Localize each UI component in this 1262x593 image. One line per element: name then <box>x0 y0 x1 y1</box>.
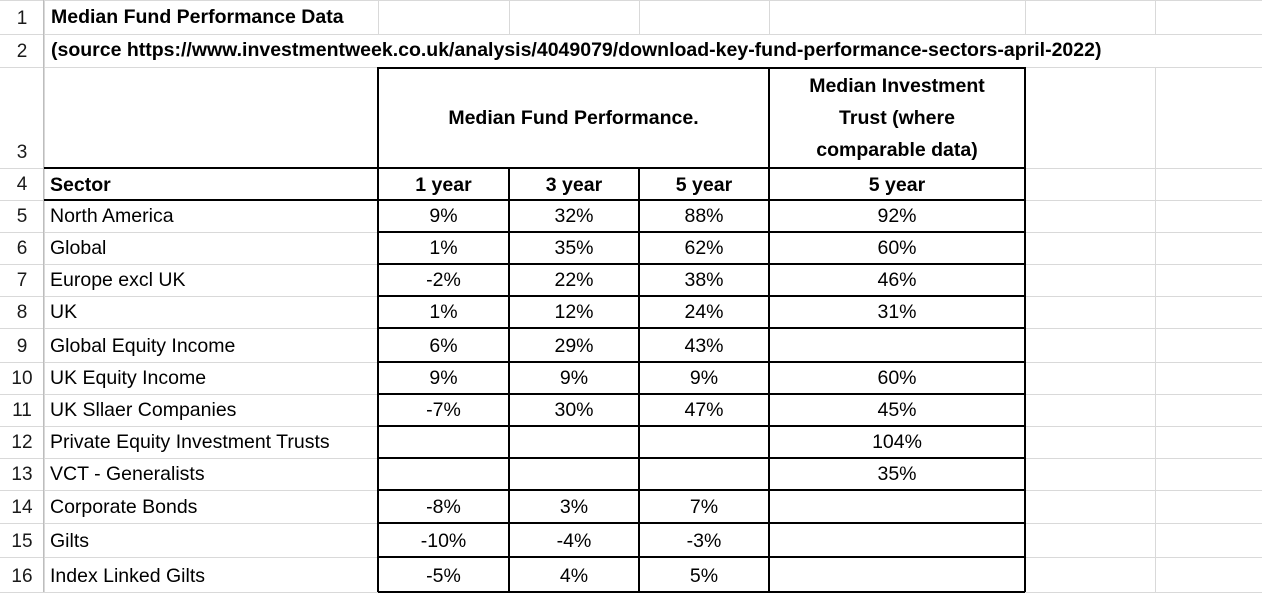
table-border-horizontal <box>44 167 378 169</box>
table-border-horizontal <box>378 457 1025 459</box>
header-trust-5-year: 5 year <box>868 174 926 196</box>
value-cell-trust5[interactable]: 60% <box>877 367 917 389</box>
value-cell-y3[interactable]: -4% <box>556 530 592 552</box>
value-cell-y3[interactable]: 9% <box>559 367 589 389</box>
value-cell-y3[interactable]: 35% <box>554 237 594 259</box>
row-number: 5 <box>16 206 28 227</box>
value-cell-trust5[interactable]: 31% <box>877 301 917 323</box>
value-cell-y1[interactable]: 1% <box>429 237 458 259</box>
sector-cell[interactable]: Gilts <box>50 530 89 552</box>
sector-cell[interactable]: Corporate Bonds <box>50 496 198 518</box>
table-border-horizontal <box>378 556 1025 558</box>
row-number: 10 <box>11 368 33 389</box>
value-cell-y5[interactable]: 43% <box>684 335 724 357</box>
value-cell-y3[interactable]: 32% <box>554 205 594 227</box>
value-cell-y5[interactable]: 5% <box>689 565 719 587</box>
row-number: 6 <box>16 238 28 259</box>
sector-cell[interactable]: UK <box>50 301 78 323</box>
row-number: 7 <box>16 270 28 291</box>
header-5-year: 5 year <box>675 174 733 196</box>
row-number: 4 <box>16 174 28 195</box>
value-cell-y1[interactable]: 6% <box>429 335 458 357</box>
value-cell-y1[interactable]: 9% <box>429 367 458 389</box>
value-cell-y5[interactable]: 9% <box>689 367 719 389</box>
sector-cell[interactable]: Global Equity Income <box>50 335 236 357</box>
group-header-median-fund-performance: Median Fund Performance. <box>448 106 699 129</box>
value-cell-y5[interactable]: 88% <box>684 205 724 227</box>
row-number: 13 <box>11 464 33 485</box>
table-border-horizontal <box>378 327 1025 329</box>
sector-cell[interactable]: Private Equity Investment Trusts <box>50 431 330 453</box>
row-number: 15 <box>11 531 33 552</box>
value-cell-y5[interactable]: 47% <box>684 399 724 421</box>
table-border-horizontal <box>378 393 1025 395</box>
sector-cell[interactable]: UK Equity Income <box>50 367 207 389</box>
value-cell-y3[interactable]: 12% <box>554 301 594 323</box>
value-cell-y5[interactable]: 38% <box>684 269 724 291</box>
source-note: (source https://www.investmentweek.co.uk/analysis/4049079/download-key-fund-performance-sectors-april-2022) <box>51 39 1102 61</box>
value-cell-y1[interactable]: -8% <box>426 496 461 518</box>
row-number: 9 <box>16 336 28 357</box>
row-number: 14 <box>11 497 33 518</box>
sector-cell[interactable]: UK Sllaer Companies <box>50 399 237 421</box>
row-number: 3 <box>16 142 28 163</box>
table-border-horizontal <box>378 295 1025 297</box>
table-border-horizontal <box>378 522 1025 524</box>
sector-cell[interactable]: Europe excl UK <box>50 269 186 291</box>
value-cell-y3[interactable]: 3% <box>559 496 589 518</box>
value-cell-y1[interactable]: 1% <box>429 301 458 323</box>
header-median-investment-trust: Median Investment Trust (where comparable data) <box>809 74 985 161</box>
value-cell-y1[interactable]: 9% <box>429 205 458 227</box>
sheet-title: Median Fund Performance Data <box>51 6 344 28</box>
value-cell-y5[interactable]: 7% <box>689 496 719 518</box>
header-1-year: 1 year <box>415 174 472 196</box>
value-cell-y3[interactable]: 4% <box>559 565 589 587</box>
row-number: 12 <box>11 432 33 453</box>
table-border-vertical <box>1024 67 1026 592</box>
table-border-horizontal <box>378 361 1025 363</box>
value-cell-y1[interactable]: -5% <box>426 565 461 587</box>
table-border-horizontal <box>378 263 1025 265</box>
row-number: 16 <box>11 566 33 587</box>
table-border-horizontal <box>378 489 1025 491</box>
value-cell-y3[interactable]: 30% <box>554 399 594 421</box>
header-sector: Sector <box>50 174 111 196</box>
row-number: 11 <box>12 400 32 421</box>
table-border-horizontal <box>378 231 1025 233</box>
row-number: 1 <box>16 8 28 29</box>
table-border-horizontal <box>378 425 1025 427</box>
value-cell-y1[interactable]: -2% <box>426 269 461 291</box>
gridline-horizontal <box>0 0 1262 1</box>
header-3-year: 3 year <box>545 174 603 196</box>
row-number: 2 <box>16 41 28 62</box>
value-cell-trust5[interactable]: 92% <box>877 205 917 227</box>
sector-cell[interactable]: Global <box>50 237 107 259</box>
sector-cell[interactable]: Index Linked Gilts <box>50 565 206 587</box>
value-cell-y1[interactable]: -10% <box>420 530 467 552</box>
value-cell-y3[interactable]: 22% <box>554 269 594 291</box>
value-cell-trust5[interactable]: 60% <box>877 237 917 259</box>
row-number: 8 <box>16 302 28 323</box>
value-cell-trust5[interactable]: 45% <box>877 399 917 421</box>
sector-cell[interactable]: VCT - Generalists <box>50 463 205 485</box>
value-cell-trust5[interactable]: 35% <box>877 463 917 485</box>
table-border-horizontal <box>44 199 1025 201</box>
value-cell-y3[interactable]: 29% <box>554 335 594 357</box>
value-cell-trust5[interactable]: 46% <box>877 269 917 291</box>
sector-cell[interactable]: North America <box>50 205 174 227</box>
value-cell-y5[interactable]: 24% <box>684 301 724 323</box>
value-cell-y5[interactable]: -3% <box>686 530 722 552</box>
value-cell-y5[interactable]: 62% <box>684 237 724 259</box>
value-cell-y1[interactable]: -7% <box>426 399 461 421</box>
value-cell-trust5[interactable]: 104% <box>872 431 922 453</box>
